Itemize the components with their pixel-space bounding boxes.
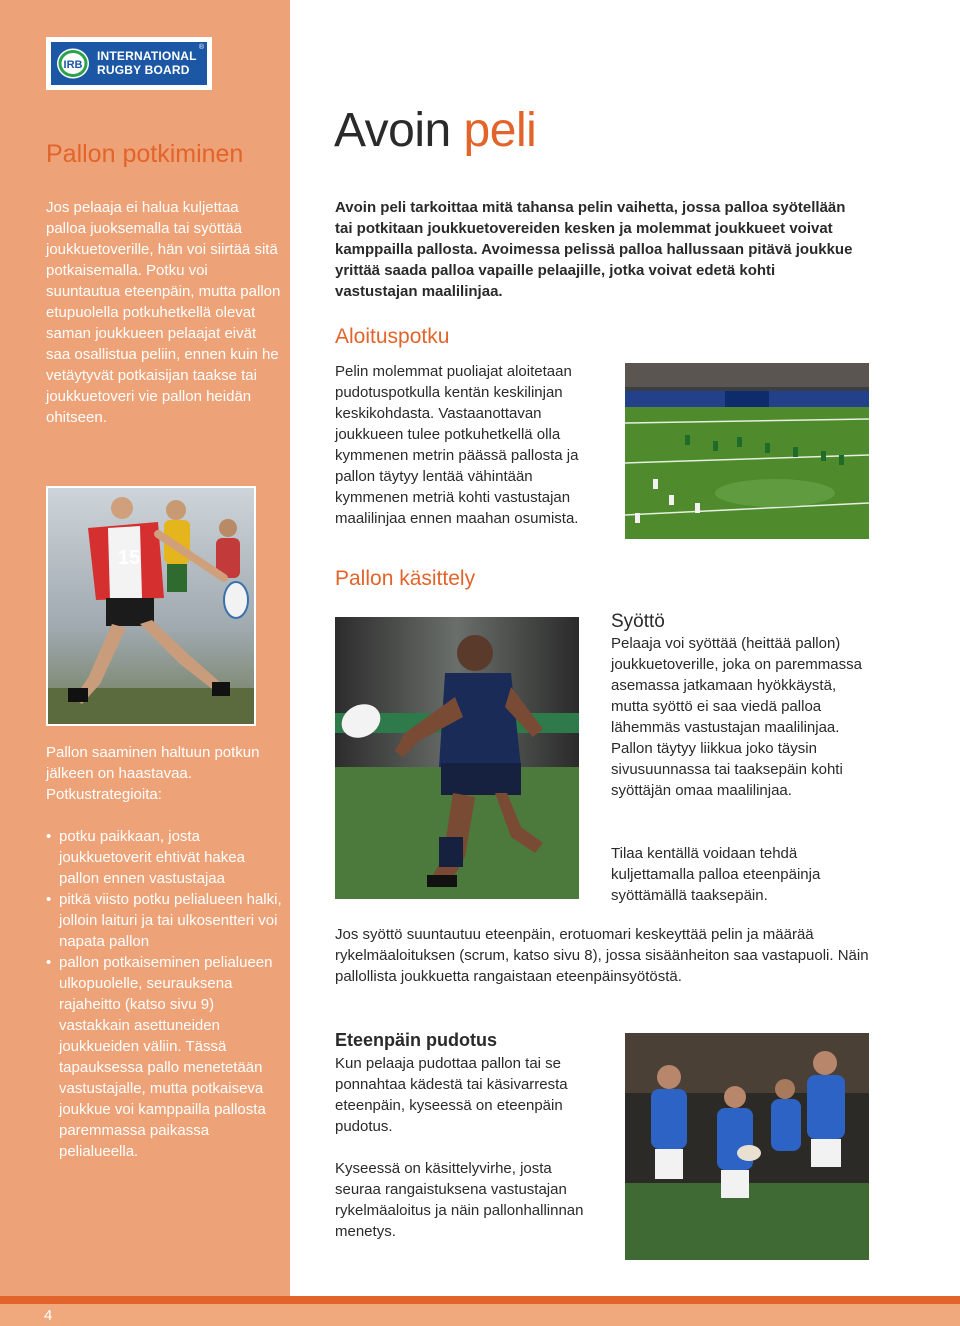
footer	[0, 1304, 960, 1326]
logo-line-2: RUGBY BOARD	[97, 63, 190, 77]
logo-line-1: INTERNATIONAL	[97, 49, 197, 63]
sidebar-strategy-intro: Pallon saaminen haltuun potkun jälkeen on haastavaa. Potkustrategioita:	[46, 744, 260, 803]
kickoff-text: Pelin molemmat puoliajat aloitetaan pudotuspotkulla kentän keskilinjan keskikohdasta. Vastaanottavan joukkueen tulee potkuhetkellä olla kymmenen metrin päässä pallosta ja pallon täytyy lentää vähintään kymmenen metriä kohti vastustajan maalilinjaa ennen maahan osumista.	[335, 363, 579, 527]
page-number: 4	[44, 1307, 53, 1324]
irb-ball-icon	[55, 46, 91, 81]
kicker-photo	[46, 486, 256, 726]
passing-player-photo	[335, 617, 579, 899]
page-title: Avoin peli	[334, 104, 537, 157]
irb-mark: IRB	[63, 59, 83, 71]
pass-text: Pelaaja voi syöttää (heittää pallon) joukkuetoverille, joka on paremmassa asemassa jatkamaan hyökkäystä, mutta syöttö ei saa viedä palloa lähemmäs vastustajan maalilinjaa. Pallon täytyy liikkua joko täysin sivusuunnassa tai taaksepäin kohti syöttäjän omaa maalilinjaa.	[611, 635, 862, 799]
kickoff-heading: Aloituspotku	[335, 325, 450, 348]
pass-heading: Syöttö	[611, 611, 665, 632]
knock-on-text-2: Kyseessä on käsittelyvirhe, josta seuraa rangaistuksena vastustajan rykelmäaloitus ja näin pallonhallinnan menetys.	[335, 1160, 584, 1240]
pass-text-2: Tilaa kentällä voidaan tehdä kuljettamalla palloa eteenpäinja syöttämällä taaksepäin.	[611, 845, 821, 904]
sidebar-heading: Pallon potkiminen	[46, 140, 244, 168]
list-item: • potku paikkaan, josta joukkuetoverit ehtivät hakea pallon ennen vastustajaa	[46, 826, 282, 889]
forward-pass-text: Jos syöttö suuntautuu eteenpäin, erotuomari keskeyttää pelin ja määrää rykelmäaloituksen (scrum, katso sivu 8), jossa sisäänheiton saa vastapuoli. Näin pallollista joukkuetta rangaistaan eteenpäinsyötöstä.	[335, 926, 869, 985]
knock-on-heading: Eteenpäin pudotus	[335, 1030, 497, 1050]
handling-heading: Pallon käsittely	[335, 567, 476, 590]
footer-accent-bar	[0, 1296, 960, 1304]
intro-paragraph: Avoin peli tarkoittaa mitä tahansa pelin vaihetta, jossa palloa syötellään tai potkitaan joukkuetovereiden kesken ja molemmat joukkueet voivat kamppailla pallosta. Avoimessa pelissä palloa hallussaan pitävä joukkue yrittää saada palloa vapaille pelaajille, jotka voivat edetä kohti vastustajan maalilinjaa.	[335, 199, 853, 300]
kick-strategy-list	[46, 826, 282, 1162]
list-item: • pallon potkaiseminen pelialueen ulkopuolelle, seurauksena rajaheitto (katso sivu 9) vastakkain asettuneiden joukkueiden väliin. Tässä tapauksessa pallo menetetään vastustajalle, mutta potkaiseva joukkue voi kamppailla pallosta paremmassa paikassa pelialueella.	[46, 952, 282, 1162]
italy-team-photo	[625, 1033, 869, 1260]
stadium-photo	[625, 363, 869, 539]
knock-on-text: Kun pelaaja pudottaa pallon tai se ponnahtaa kädestä tai käsivarresta eteenpäin, kyseessä on eteenpäin pudotus.	[335, 1055, 568, 1135]
sidebar-kick-paragraph: Jos pelaaja ei halua kuljettaa palloa juoksemalla tai syöttää joukkuetoverille, hän voi siirtää sitä potkaisemalla. Potku voi suuntautua eteenpäin, mutta pallon etupuolella potkuhetkellä olevat saman joukkueen pelaajat eivät saa osallistua peliin, ennen kuin he vetäytyvät potkaisijan taakse tai joukkuetoveri vie pallon heidän ohitseen.	[46, 199, 281, 426]
registered-mark: ®	[198, 44, 204, 51]
list-item: • pitkä viisto potku pelialueen halki, jolloin laituri ja tai ulkosentteri voi napata pallon	[46, 889, 282, 952]
jersey-number: 15	[118, 547, 141, 569]
irb-logo	[46, 37, 212, 90]
